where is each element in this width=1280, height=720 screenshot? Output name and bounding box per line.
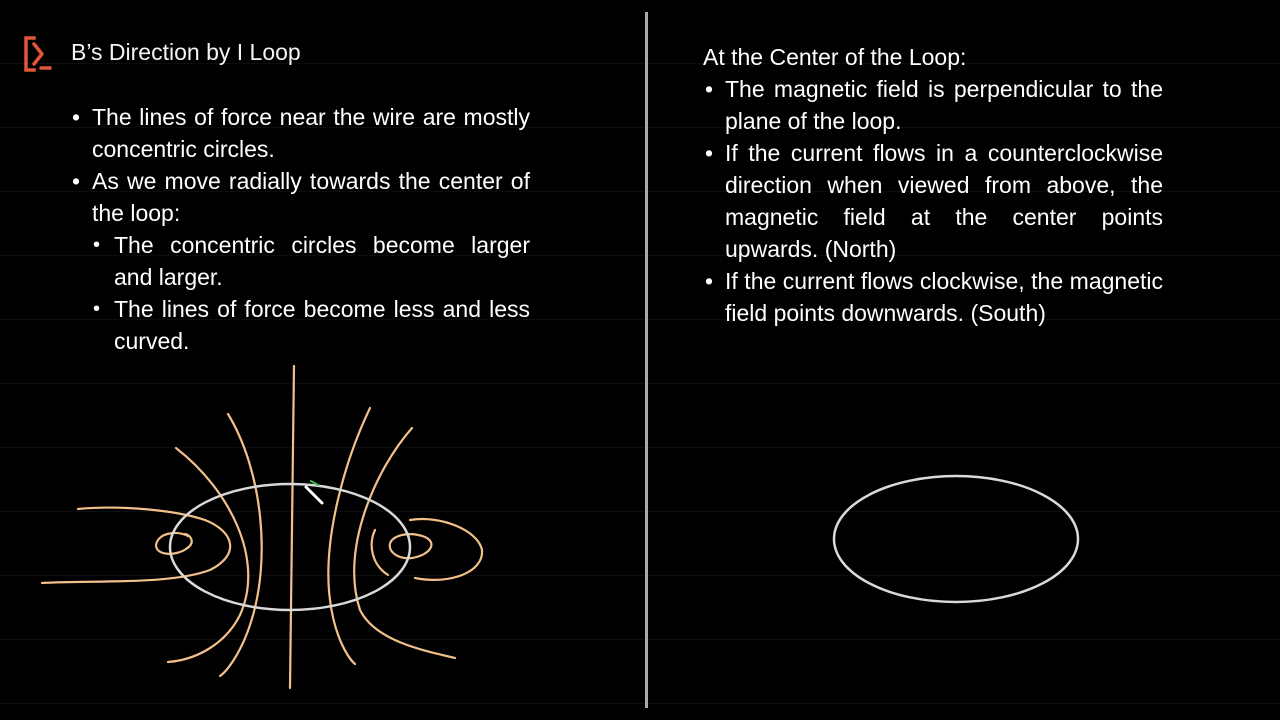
field-line-left-3	[220, 414, 262, 676]
current-loop-left	[170, 484, 410, 610]
right-bullet-2: • If the current flows in a counterclockwise direction when viewed from above, the magnetic field at the center points upwards. (North)	[703, 137, 1163, 265]
field-line-left-loop	[156, 533, 192, 554]
right-bullet-3: • If the current flows clockwise, the magnetic field points downwards. (South)	[703, 265, 1163, 329]
current-loop-right	[834, 476, 1078, 602]
left-sub-bullet-2: • The lines of force become less and less curved.	[70, 293, 530, 357]
right-loop-diagram	[834, 476, 1078, 602]
left-bullet-1: • The lines of force near the wire are mostly concentric circles.	[70, 101, 530, 165]
left-bullet-2-text: As we move radially towards the center of the loop:	[92, 168, 530, 226]
right-heading: At the Center of the Loop:	[703, 44, 967, 70]
field-line-center	[290, 366, 294, 688]
field-line-left-1	[42, 508, 230, 583]
left-field-diagram	[42, 366, 482, 688]
right-bullet-1: • The magnetic field is perpendicular to the plane of the loop.	[703, 73, 1163, 137]
field-line-right-4	[372, 530, 388, 575]
field-line-left-2	[168, 448, 248, 662]
field-line-right-3	[410, 519, 482, 580]
field-line-right-1	[328, 408, 370, 664]
mouse-pointer-icon	[306, 487, 322, 503]
slide-title: B’s Direction by I Loop	[71, 39, 301, 65]
field-line-right-2	[354, 428, 455, 658]
field-lines	[42, 366, 482, 688]
left-sub-bullet-1: • The concentric circles become larger and larger.	[70, 229, 530, 293]
